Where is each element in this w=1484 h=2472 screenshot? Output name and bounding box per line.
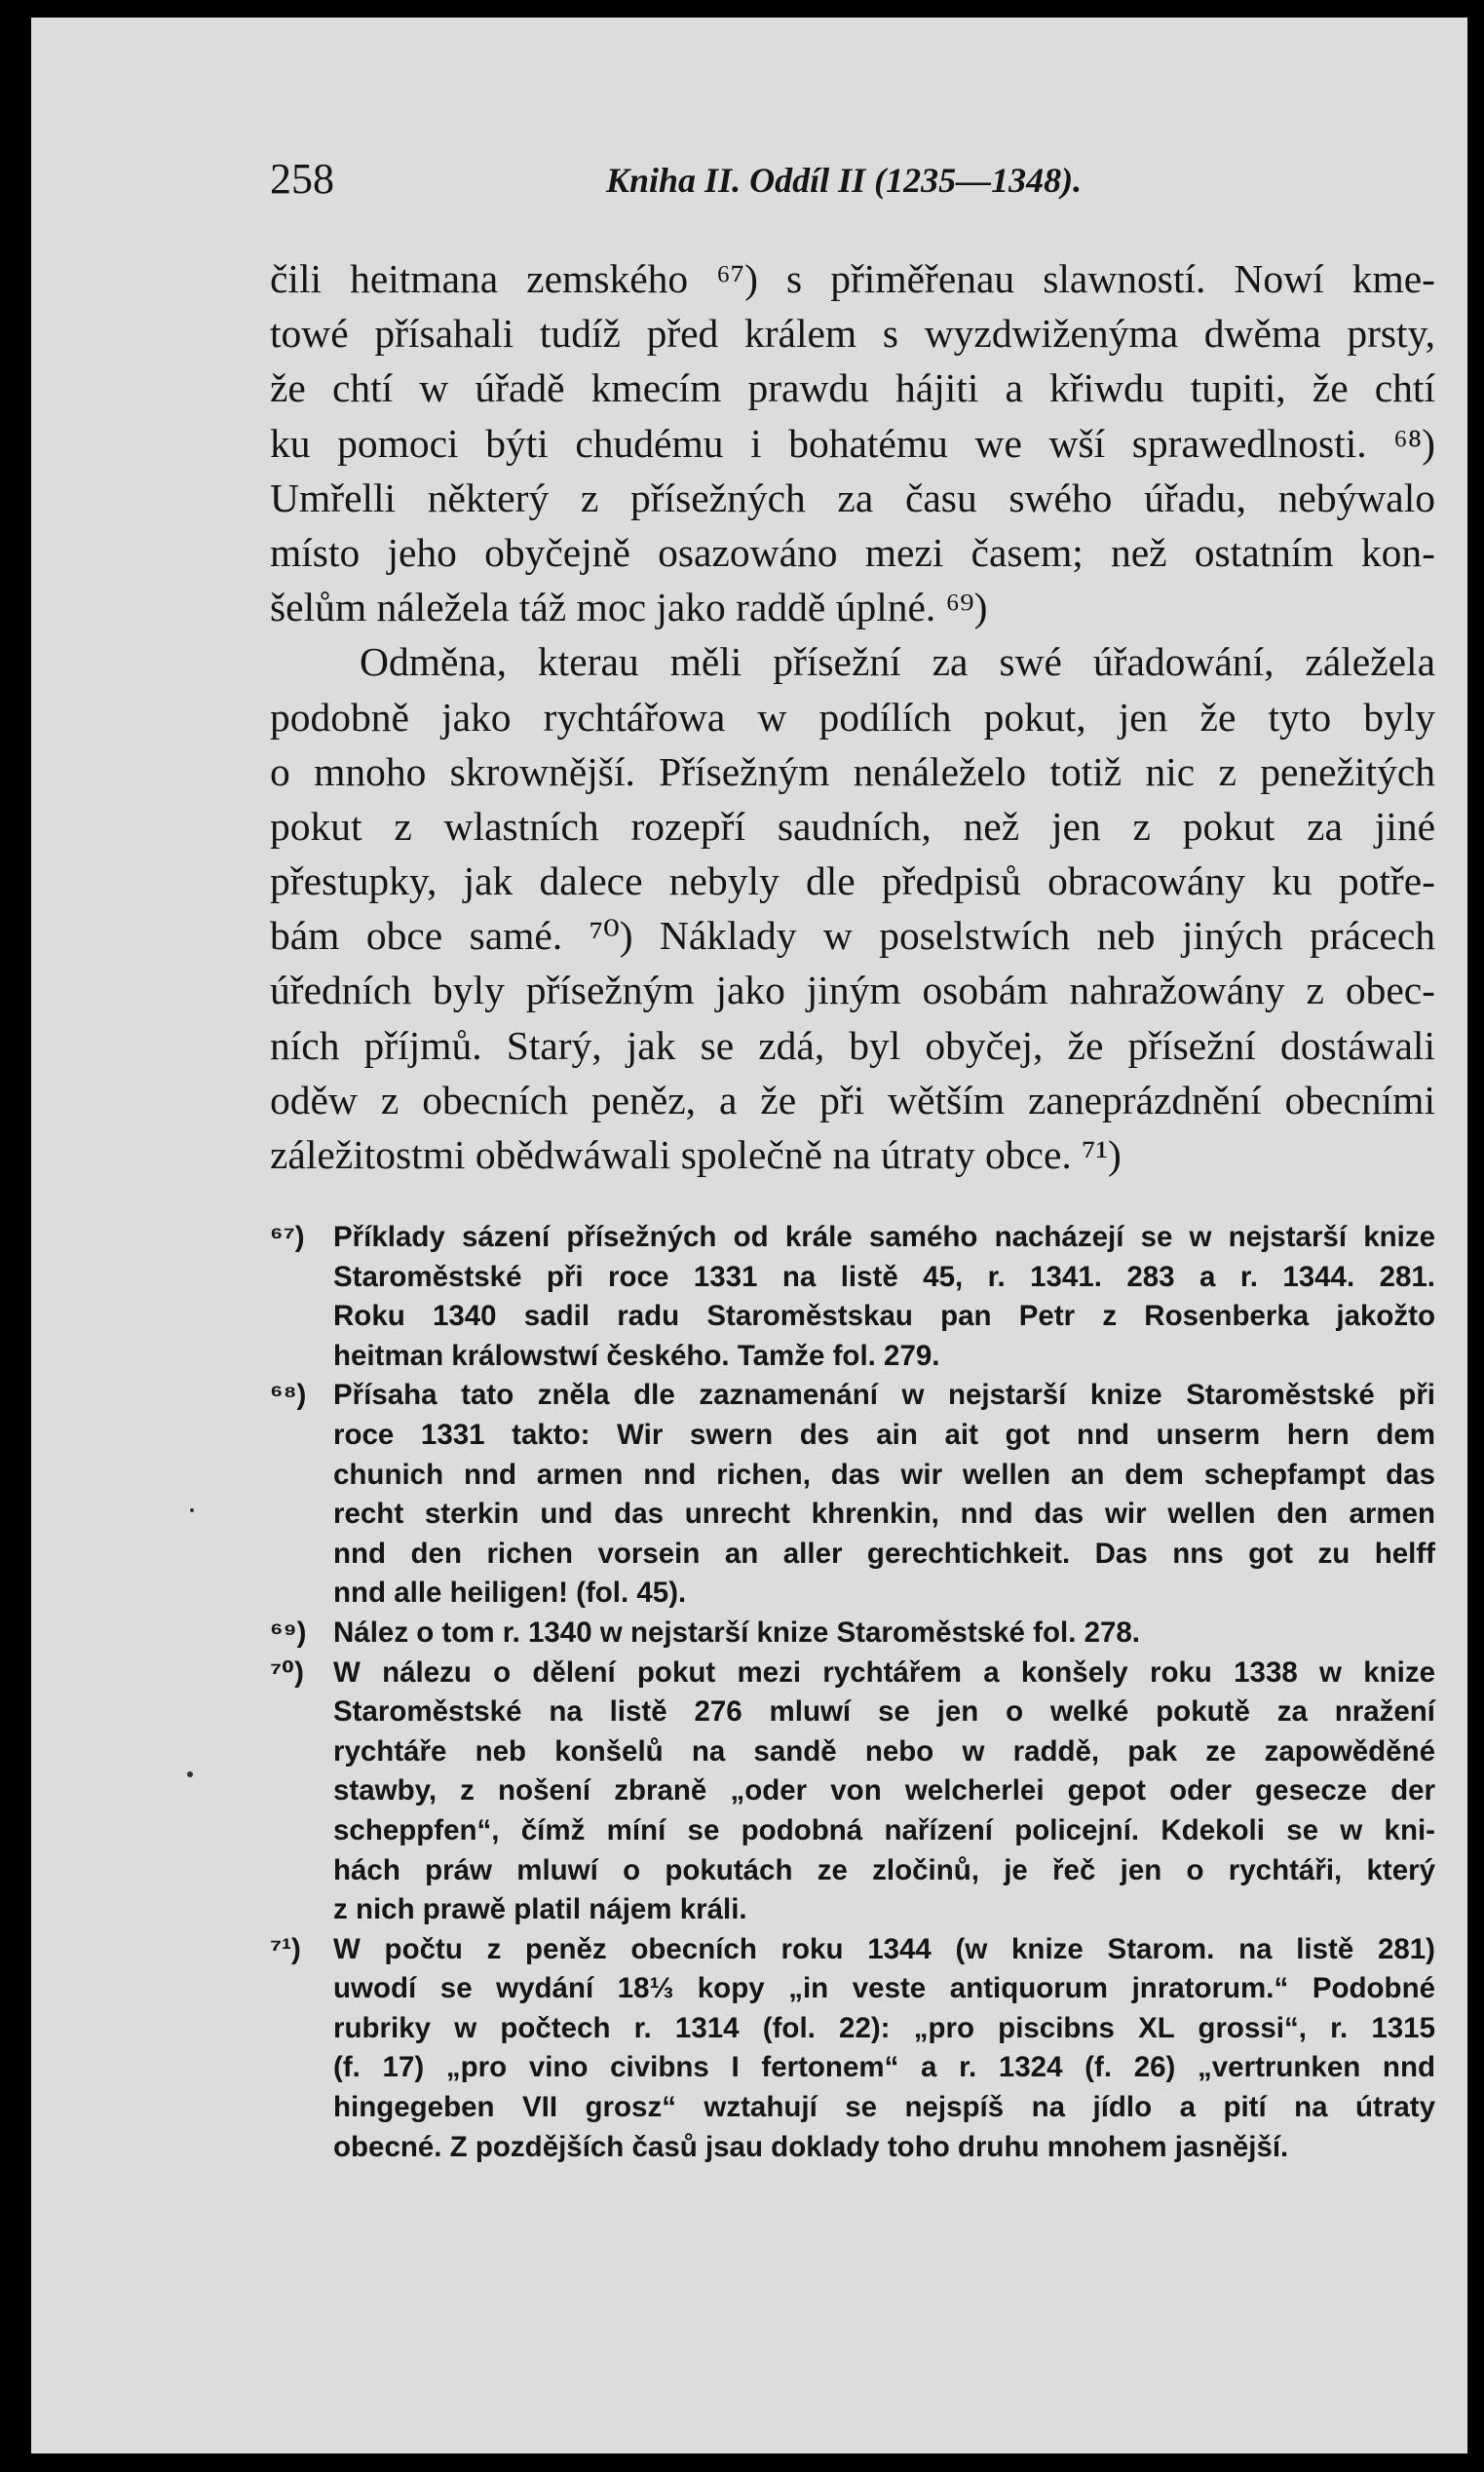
footnote-line: Staroměstské při roce 1331 na listě 45, r. 1341. 283 a r. 1344. 281. — [333, 1260, 1435, 1293]
text-line: šelům náležela táž moc jako raddě úplné. ⁶⁹) — [270, 585, 988, 630]
text-line: úředních byly přísežným jako jiným osobám nahražowány z obec- — [270, 968, 1435, 1013]
footnote-line: nnd den richen vorsein an aller gerechtichkeit. Das nns got zu helff — [333, 1537, 1435, 1570]
footnote-line: rubriky w počtech r. 1314 (fol. 22): „pro piscibns XL grossi“, r. 1315 — [333, 2011, 1435, 2044]
text-line: Odměna, kterau měli přísežní za swé úřadowání, záležela — [360, 639, 1435, 685]
footnote-68 — [270, 1376, 1435, 1614]
text-line: podobně jako rychtářowa w podílích pokut, jen že tyto byly — [270, 694, 1435, 740]
text-line: bám obce samé. ⁷⁰) Náklady w poselstwích neb jiných prácech — [270, 913, 1435, 959]
text-line: towé přísahali tudíž před králem s wyzdwiženýma dwěma prsty, — [270, 311, 1435, 357]
page-number: 258 — [270, 155, 334, 203]
footnote-marker: ⁶⁸) — [270, 1379, 307, 1412]
footnote-line: Příklady sázení přísežných od krále samého nacházejí se w nejstarší knize — [333, 1221, 1435, 1253]
footnote-line: Nález o tom r. 1340 w nejstarší knize Staroměstské fol. 278. — [333, 1616, 1141, 1649]
margin-speck — [190, 1508, 194, 1512]
footnote-line: W nálezu o dělení pokut mezi rychtářem a konšely roku 1338 w knize — [333, 1655, 1435, 1689]
footnote-70 — [270, 1654, 1435, 1930]
footnote-line: scheppfen“, čímž míní se podobná nařízení policejní. Kdekoli se w kni- — [333, 1813, 1435, 1846]
footnote-line: Přísaha tato zněla dle zaznamenání w nejstarší knize Staroměstské při — [333, 1379, 1435, 1412]
footnote-67 — [270, 1218, 1435, 1376]
text-line: oděw z obecních peněz, a že při wětším zaneprázdnění obecními — [270, 1077, 1435, 1122]
margin-speck — [187, 1771, 193, 1777]
running-title: Kniha II. Oddíl II (1235—1348). — [606, 161, 1083, 200]
footnote-marker: ⁶⁷) — [270, 1221, 305, 1253]
text-line: že chtí w úřadě kmecím prawdu hájiti a křiwdu tupiti, že chtí — [270, 365, 1435, 411]
footnote-marker: ⁷¹) — [270, 1932, 301, 1965]
text-line: ku pomoci býti chudému i bohatému we wší sprawedlnosti. ⁶⁸) — [270, 420, 1435, 466]
text-line: Umřelli některý z přísežných za času swého úřadu, nebýwalo — [270, 475, 1435, 520]
text-line: místo jeho obyčejně osazowáno mezi časem; než ostatním kon- — [270, 529, 1435, 575]
text-line: ních příjmů. Starý, jak se zdá, byl obyčej, že přísežní dostáwali — [270, 1022, 1435, 1068]
footnote-line: hách práw mluwí o pokutách ze zločinů, je řeč jen o rychtáři, který — [333, 1853, 1435, 1886]
footnote-line: Roku 1340 sadil radu Staroměstskau pan Petr z Rosenberka jakožto — [333, 1300, 1435, 1333]
footnote-line: Staroměstské na listě 276 mluwí se jen o welké pokutě za nražení — [333, 1695, 1435, 1729]
text-line: pokut z wlastních rozepří saudních, než jen z pokut za jiné — [270, 803, 1435, 849]
footnote-marker: ⁶⁹) — [270, 1616, 307, 1649]
footnote-marker: ⁷⁰) — [270, 1655, 304, 1689]
footnote-line: recht sterkin und das unrecht khrenkin, nnd das wir wellen den armen — [333, 1498, 1435, 1531]
footnote-line: roce 1331 takto: Wir swern des ain ait got nnd unserm hern dem — [333, 1418, 1435, 1451]
footnote-line: W počtu z peněz obecních roku 1344 (w knize Starom. na listě 281) — [333, 1932, 1435, 1965]
text-line: čili heitmana zemského ⁶⁷) s přiměřenau slawností. Nowí kme- — [270, 256, 1435, 301]
footnote-line: uwodí se wydání 18⅓ kopy „in veste antiquorum jnratorum.“ Podobné — [333, 1972, 1435, 2005]
main-text — [270, 251, 1435, 1182]
footnote-line: obecné. Z pozdějších časů jsau doklady toho druhu mnohem jasnější. — [333, 2130, 1289, 2163]
text-line: o mnoho skrownější. Přísežným nenáleželo totiž nic z penežitých — [270, 748, 1435, 794]
footnote-71 — [270, 1930, 1435, 2168]
footnote-69 — [270, 1614, 1435, 1654]
book-page — [31, 18, 1467, 2453]
footnotes — [270, 1218, 1435, 2167]
footnote-line: hingegeben VII grosz“ wztahují se nejspíš na jídlo a pití na útraty — [333, 2091, 1435, 2124]
footnote-line: (f. 17) „pro vino civibns I fertonem“ a r. 1324 (f. 26) „vertrunken nnd — [333, 2051, 1435, 2084]
text-line: záležitostmi obědwáwali společně na útraty obce. ⁷¹) — [270, 1132, 1122, 1177]
footnote-line: z nich prawě platil nájem králi. — [333, 1893, 747, 1926]
footnote-line: rychtáře neb konšelů na sandě nebo w raddě, pak ze zapowěděné — [333, 1734, 1435, 1768]
text-line: přestupky, jak dalece nebyly dle předpisů obracowány ku potře- — [270, 858, 1435, 904]
page-header — [270, 154, 1147, 212]
footnote-line: chunich nnd armen nnd richen, das wir wellen an dem schepfampt das — [333, 1458, 1435, 1491]
footnote-line: nnd alle heiligen! (fol. 45). — [333, 1577, 687, 1610]
footnote-line: heitman králowstwí českého. Tamže fol. 279. — [333, 1339, 940, 1372]
footnote-line: stawby, z nošení zbraně „oder von welcherlei gepot oder gesecze der — [333, 1774, 1435, 1807]
